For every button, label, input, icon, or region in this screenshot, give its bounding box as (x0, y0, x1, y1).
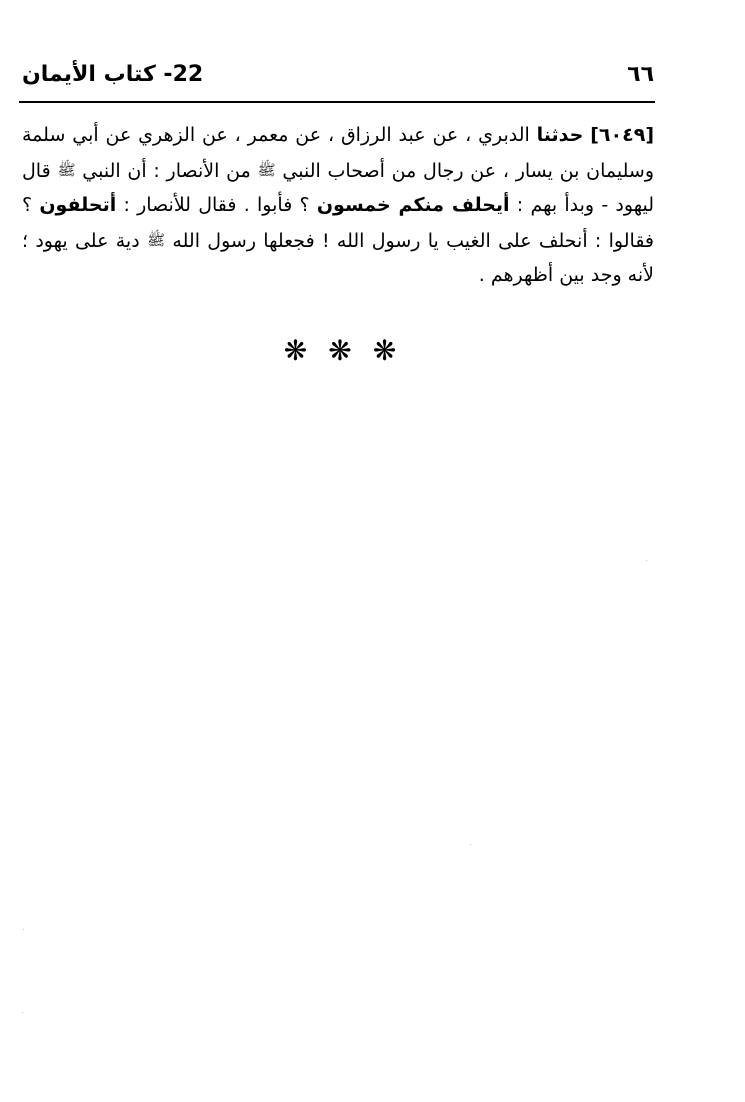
text-segment: ؟ فأبوا . فقال للأنصار : (116, 194, 317, 216)
asterism-icon: ❋ (372, 334, 397, 367)
text-segment: دية على يهود ؛ لأنه وجد بين أظهرهم . (22, 229, 654, 286)
scan-speck (646, 560, 647, 561)
text-segment: قال ليهود - وبدأ بهم : (22, 159, 654, 216)
prophet-quote: أتحلفون (39, 194, 117, 216)
page-number: ٦٦ (627, 62, 654, 87)
page-header (22, 60, 654, 96)
hadith-text (22, 118, 654, 293)
honorific-symbol: ﷺ (57, 160, 76, 179)
scan-speck (22, 1012, 23, 1013)
header-divider (19, 101, 655, 103)
honorific-symbol: ﷺ (147, 230, 166, 249)
scan-speck (23, 929, 24, 930)
asterism-icon: ❋ (328, 334, 352, 367)
text-segment: الدبري ، عن عبد الرزاق ، عن معمر ، عن الزهري عن أبي سلمة وسليمان بن يسار ، عن رجال من أصحاب النبي (22, 124, 655, 182)
hadith-number: [٦٠٤٩] (590, 124, 654, 146)
chapter-title: 22- كتاب الأيمان (22, 62, 204, 87)
text-segment: ؟ فقالوا : أنحلف على الغيب يا رسول الله ! فجعلها رسول الله (22, 194, 655, 252)
section-separator (0, 336, 680, 366)
hadith-paragraph (22, 118, 654, 293)
narration-verb: حدثنا (536, 124, 584, 146)
honorific-symbol: ﷺ (257, 160, 276, 179)
scan-speck (470, 844, 471, 845)
text-segment: من الأنصار : أن النبي (75, 159, 258, 182)
prophet-quote: أيحلف منكم خمسون (316, 194, 510, 216)
asterism-icon: ❋ (283, 334, 308, 367)
